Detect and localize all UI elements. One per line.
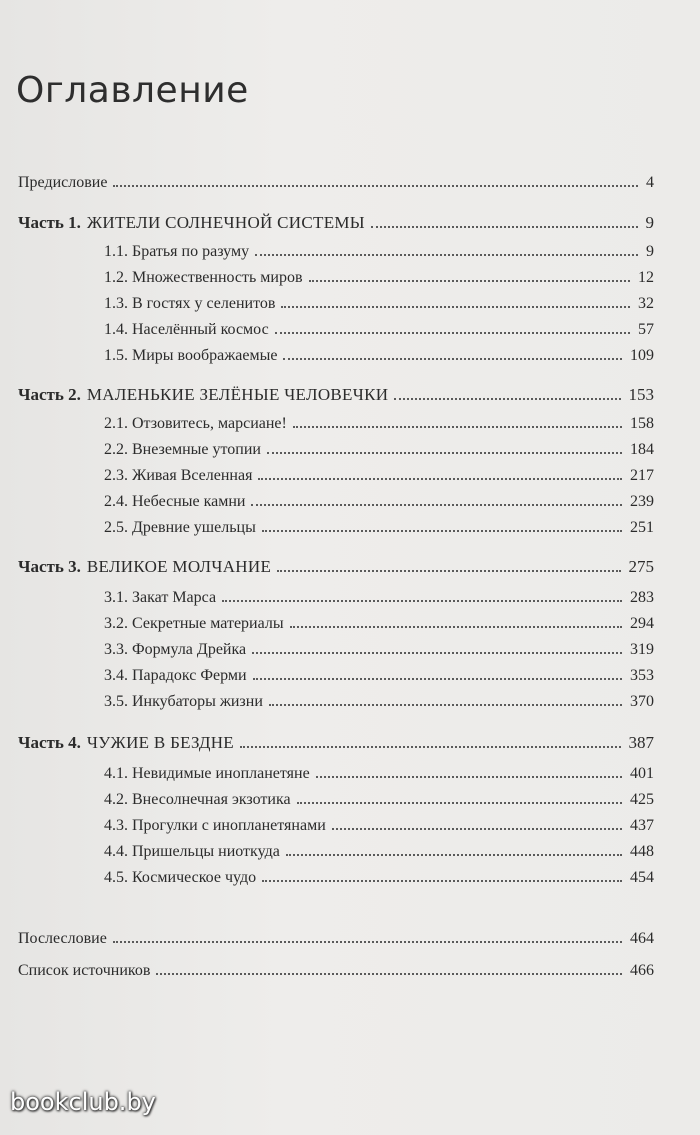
dot-leader: [252, 652, 622, 654]
toc-section-entry: [104, 791, 654, 811]
dot-leader: [251, 504, 622, 506]
toc-entry-title: 4.3. Прогулки с инопланетянами: [104, 817, 326, 834]
toc-page-number: 319: [630, 641, 654, 658]
toc-section-entry: [104, 615, 654, 635]
dot-leader: [113, 185, 638, 187]
toc-section-entry: [104, 415, 654, 435]
toc-part-name: ВЕЛИКОЕ МОЛЧАНИЕ: [86, 557, 272, 576]
toc-entry-title: 2.1. Отзовитесь, марсиане!: [104, 415, 287, 432]
toc-page-number: 387: [628, 733, 654, 752]
toc-page-number: 12: [638, 269, 654, 286]
toc-entry-title: 2.2. Внеземные утопии: [104, 441, 261, 458]
dot-leader: [309, 280, 630, 282]
toc-page-number: 158: [630, 415, 654, 432]
toc-page-number: 184: [630, 441, 654, 458]
toc-entry-title: 4.1. Невидимые инопланетяне: [104, 765, 310, 782]
toc-part-label: Часть 1.: [18, 213, 81, 232]
toc-entry-title: 1.4. Населённый космос: [104, 321, 269, 338]
toc-entry-title: Послесловие: [18, 930, 107, 947]
toc-page-number: 275: [628, 557, 654, 576]
dot-leader: [113, 941, 622, 943]
dot-leader: [262, 530, 622, 532]
dot-leader: [255, 254, 638, 256]
toc-page-number: 153: [628, 385, 654, 404]
page-title: Оглавление: [16, 70, 249, 111]
dot-leader: [277, 570, 620, 572]
toc-page-number: 425: [630, 791, 654, 808]
toc-entry-title: 4.5. Космическое чудо: [104, 869, 257, 886]
dot-leader: [316, 776, 622, 778]
dot-leader: [240, 746, 621, 748]
dot-leader: [293, 426, 622, 428]
toc-entry-title: 1.3. В гостях у селенитов: [104, 295, 276, 312]
dot-leader: [222, 600, 622, 602]
toc-page-number: 4: [646, 174, 654, 191]
toc-entry-title: 3.2. Секретные материалы: [104, 615, 284, 632]
toc-section-entry: [104, 667, 654, 687]
toc-section-entry: [104, 321, 654, 341]
toc-part-entry: [18, 733, 654, 753]
toc-entry-title: 2.4. Небесные камни: [104, 493, 246, 510]
toc-page-number: 353: [630, 667, 654, 684]
dot-leader: [156, 973, 622, 975]
toc-page-number: 109: [630, 347, 654, 364]
toc-page-number: 32: [638, 295, 654, 312]
toc-entry: [18, 174, 654, 194]
toc-section-entry: [104, 467, 654, 487]
toc-page-number: 294: [630, 615, 654, 632]
toc-page-number: 239: [630, 493, 654, 510]
dot-leader: [286, 854, 622, 856]
toc-part-title: [18, 557, 277, 577]
toc-page-number: 454: [630, 869, 654, 886]
dot-leader: [290, 626, 622, 628]
toc-entry-title: 4.2. Внесолнечная экзотика: [104, 791, 291, 808]
toc-section-entry: [104, 295, 654, 315]
toc-section-entry: [104, 441, 654, 461]
dot-leader: [267, 452, 622, 454]
toc-section-entry: [104, 869, 654, 889]
toc-page-number: 217: [630, 467, 654, 484]
toc-entry-title: 2.3. Живая Вселенная: [104, 467, 253, 484]
toc-page-number: 437: [630, 817, 654, 834]
dot-leader: [281, 306, 630, 308]
toc-page-number: 9: [646, 243, 654, 260]
toc-section-entry: [104, 243, 654, 263]
toc-entry: [18, 930, 654, 950]
toc-section-entry: [104, 817, 654, 837]
toc-section-entry: [104, 589, 654, 609]
dot-leader: [258, 478, 622, 480]
toc-page-number: 9: [645, 213, 654, 232]
toc-part-title: [18, 213, 371, 233]
toc-page-number: 57: [638, 321, 654, 338]
toc-entry-title: 3.1. Закат Марса: [104, 589, 217, 606]
toc-page-number: 251: [630, 519, 654, 536]
dot-leader: [332, 828, 622, 830]
toc-part-name: ЖИТЕЛИ СОЛНЕЧНОЙ СИСТЕМЫ: [86, 213, 365, 232]
toc-part-name: МАЛЕНЬКИЕ ЗЕЛЁНЫЕ ЧЕЛОВЕЧКИ: [86, 385, 389, 404]
toc-entry-title: 3.5. Инкубаторы жизни: [104, 693, 263, 710]
toc-entry-title: 2.5. Древние ушельцы: [104, 519, 256, 536]
toc-entry-title: Список источников: [18, 962, 151, 979]
toc-page-number: 466: [630, 962, 654, 979]
toc-part-title: [18, 385, 394, 405]
toc-entry-title: 1.5. Миры воображаемые: [104, 347, 278, 364]
toc-entry-title: 3.4. Парадокс Ферми: [104, 667, 247, 684]
watermark-text: bookclub.by: [10, 1088, 156, 1116]
dot-leader: [269, 704, 622, 706]
toc-entry-title: 4.4. Пришельцы ниоткуда: [104, 843, 280, 860]
toc-part-entry: [18, 557, 654, 577]
toc-section-entry: [104, 641, 654, 661]
toc-part-label: Часть 3.: [18, 557, 81, 576]
toc-entry-title: 3.3. Формула Дрейка: [104, 641, 247, 658]
dot-leader: [297, 802, 622, 804]
toc-section-entry: [104, 269, 654, 289]
toc-section-entry: [104, 765, 654, 785]
dot-leader: [371, 226, 638, 228]
toc-entry: [18, 962, 654, 982]
dot-leader: [253, 678, 622, 680]
toc-section-entry: [104, 493, 654, 513]
dot-leader: [394, 398, 620, 400]
toc-section-entry: [104, 347, 654, 367]
toc-entry-title: 1.1. Братья по разуму: [104, 243, 250, 260]
toc-entry-title: Предисловие: [18, 174, 108, 191]
dot-leader: [275, 332, 630, 334]
toc-section-entry: [104, 693, 654, 713]
toc-page-number: 283: [630, 589, 654, 606]
dot-leader: [283, 358, 622, 360]
toc-part-entry: [18, 385, 654, 405]
toc-part-name: ЧУЖИЕ В БЕЗДНЕ: [86, 733, 234, 752]
toc-section-entry: [104, 843, 654, 863]
toc-part-entry: [18, 213, 654, 233]
toc-section-entry: [104, 519, 654, 539]
toc-page-number: 370: [630, 693, 654, 710]
toc-part-label: Часть 2.: [18, 385, 81, 404]
toc-page-number: 464: [630, 930, 654, 947]
toc-page-number: 448: [630, 843, 654, 860]
dot-leader: [262, 880, 622, 882]
toc-part-label: Часть 4.: [18, 733, 81, 752]
toc-page-number: 401: [630, 765, 654, 782]
toc-part-title: [18, 733, 240, 753]
toc-entry-title: 1.2. Множественность миров: [104, 269, 303, 286]
